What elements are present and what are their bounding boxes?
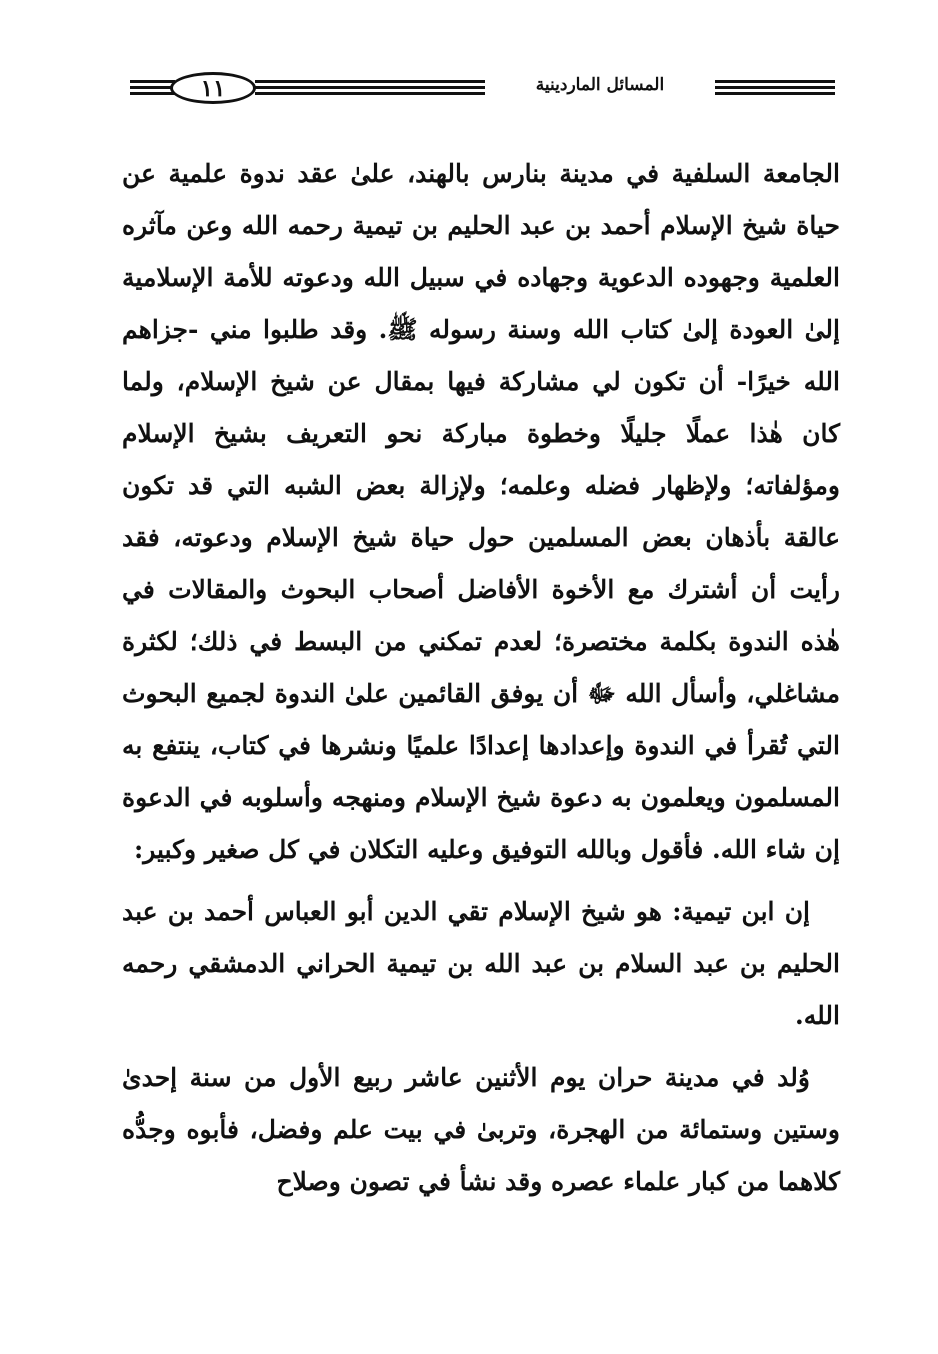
running-title: المسائل الماردينية: [485, 75, 715, 95]
page-header: [130, 68, 835, 110]
paragraph-2: إن ابن تيمية: هو شيخ الإسلام تقي الدين أبو العباس أحمد بن عبد الحليم بن عبد السلام بن عبد الله بن تيمية الحراني الدمشقي رحمه الله.: [122, 897, 840, 1030]
body-text: [122, 148, 840, 1208]
paragraph-3: وُلد في مدينة حران يوم الأثنين عاشر ربيع الأول من سنة إحدىٰ وستين وستمائة من الهجرة، وتربىٰ في بيت علم وفضل، فأبوه وجدُّه كلاهما من كبار علماء عصره وقد نشأ في تصون وصلاح: [122, 1063, 840, 1196]
page-number: ١١: [170, 72, 256, 104]
paragraph-1: الجامعة السلفية في مدينة بنارس بالهند، علىٰ عقد ندوة علمية عن حياة شيخ الإسلام أحمد بن عبد الحليم بن تيمية رحمه الله وعن مآثره العلمية وجهوده الدعوية وجهاده في سبيل الله ودعوته للأمة الإسلامية إلىٰ العودة إلىٰ كتاب الله وسنة رسوله ﷺ. وقد طلبوا مني -جزاهم الله خيرًا- أن تكون لي مشاركة فيها بمقال عن شيخ الإسلام، ولما كان هٰذا عملًا جليلًا وخطوة مباركة نحو التعريف بشيخ الإسلام ومؤلفاته؛ ولإظهار فضله وعلمه؛ ولإزالة بعض الشبه التي قد تكون عالقة بأذهان بعض المسلمين حول حياة شيخ الإسلام ودعوته، فقد رأيت أن أشترك مع الأخوة الأفاضل أصحاب البحوث والمقالات في هٰذه الندوة بكلمة مختصرة؛ لعدم تمكني من البسط في ذلك؛ لكثرة مشاغلي، وأسأل الله ﷻ أن يوفق القائمين علىٰ الندوة لجميع البحوث التي تُقرأ في الندوة وإعدادها إعدادًا علميًا ونشرها في كتاب، ينتفع به المسلمون ويعلمون به دعوة شيخ الإسلام ومنهجه وأسلوبه في الدعوة إن شاء الله. فأقول وبالله التوفيق وعليه التكلان في كل صغير وكبير:: [122, 159, 840, 864]
